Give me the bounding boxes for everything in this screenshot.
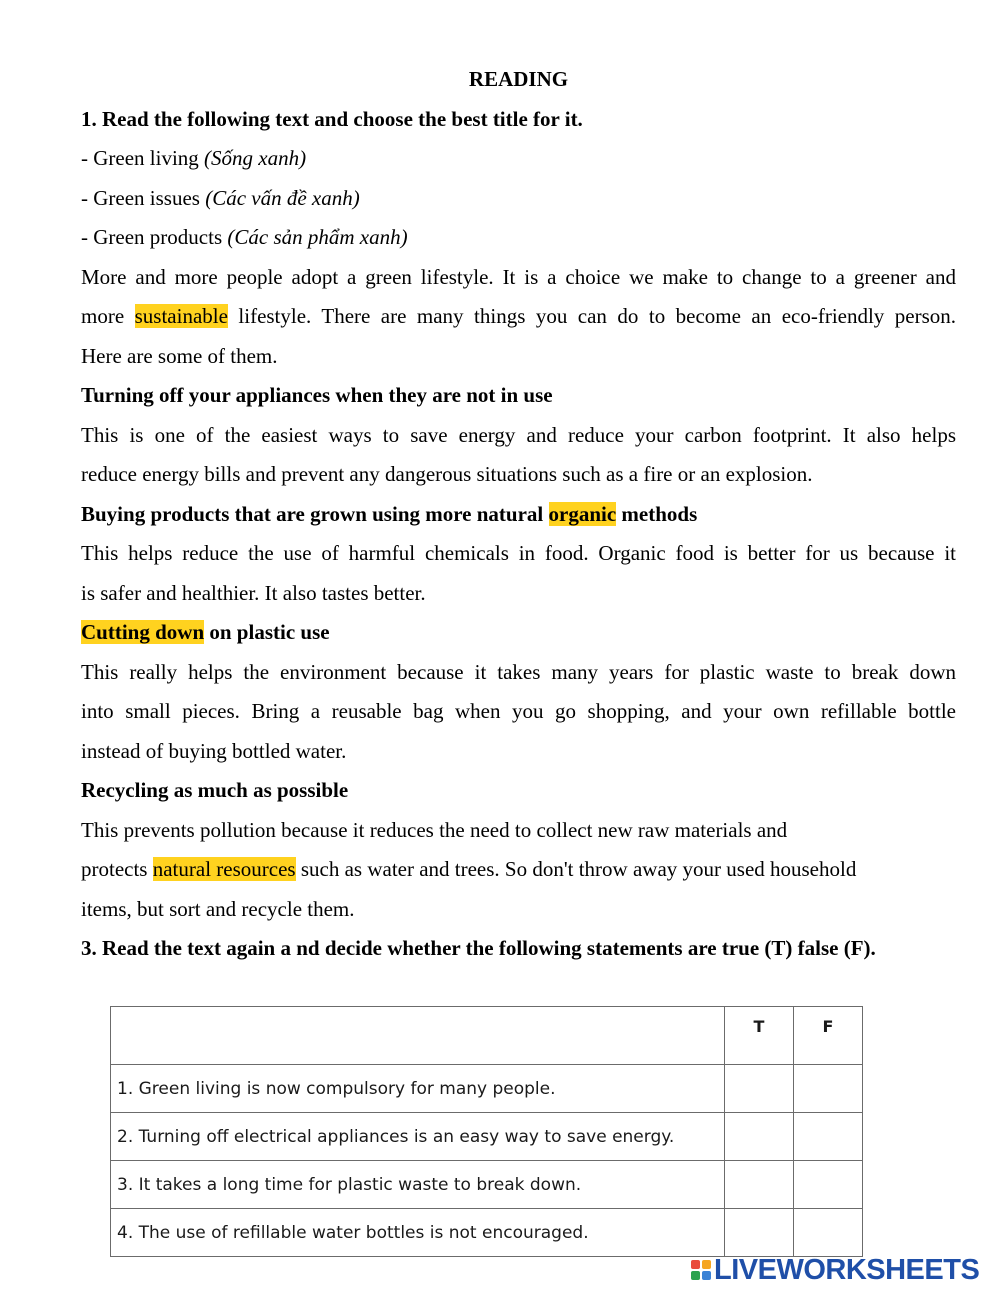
- title-option-1: [81, 139, 956, 179]
- statement-text: 2. Turning off electrical appliances is an easy way to save energy.: [111, 1113, 725, 1161]
- section-text-line: instead of buying bottled water.: [81, 738, 347, 763]
- section-text-line: This is one of the easiest ways to save energy and reduce your carbon footprint. It also helps: [81, 422, 956, 447]
- intro-line-1: More and more people adopt a green lifestyle. It is a choice we make to change to a greener and: [81, 264, 956, 289]
- task3-instruction: 3. Read the text again a nd decide whether the following statements are true (T) false (F).: [81, 936, 876, 960]
- logo-text: LIVEWORKSHEETS: [714, 1254, 980, 1286]
- answer-cell-false[interactable]: [794, 1161, 863, 1209]
- title-option-3: [81, 218, 956, 258]
- answer-cell-true[interactable]: [725, 1209, 794, 1257]
- section-heading-recycling: Recycling as much as possible: [81, 778, 349, 802]
- section-text-line: is safer and healthier. It also tastes better.: [81, 580, 426, 605]
- answer-cell-true[interactable]: [725, 1113, 794, 1161]
- section-heading-plastic: [81, 613, 956, 653]
- section-text-line: items, but sort and recycle them.: [81, 896, 355, 921]
- intro-line-2: [81, 297, 956, 337]
- section-text-line: into small pieces. Bring a reusable bag when you go shopping, and your own refillable bottle: [81, 699, 956, 723]
- section-text-line: This really helps the environment because it takes many years for plastic waste to break down: [81, 659, 956, 684]
- column-header-true: T: [725, 1007, 794, 1065]
- title-option-vi: (Các sản phẩm xanh): [227, 225, 408, 249]
- title-option-vi: (Sống xanh): [204, 146, 307, 170]
- mark-square: [691, 1271, 700, 1280]
- table-row: [111, 1209, 863, 1257]
- mark-square: [691, 1260, 700, 1269]
- column-header-false: F: [794, 1007, 863, 1065]
- true-false-table: [110, 1006, 863, 1257]
- section-text-line: This helps reduce the use of harmful chemicals in food. Organic food is better for us because it: [81, 541, 956, 565]
- page-title: READING: [468, 67, 569, 91]
- title-option-en: - Green products: [81, 225, 223, 249]
- highlighted-word[interactable]: sustainable: [134, 304, 228, 328]
- title-option-en: - Green issues: [81, 185, 200, 210]
- table-header-row: [111, 1007, 863, 1065]
- text-span: more: [81, 304, 125, 328]
- section-heading-appliances: Turning off your appliances when they are not in use: [81, 383, 553, 407]
- answer-cell-true[interactable]: [725, 1161, 794, 1209]
- section-text-line: reduce energy bills and prevent any dangerous situations such as a fire or an explosion.: [81, 462, 813, 486]
- table-header-blank: [111, 1007, 725, 1065]
- text-span: such as water and trees. So don't throw away your used household: [300, 857, 857, 881]
- title-option-vi: (Các vấn đề xanh): [205, 185, 360, 210]
- liveworksheets-mark-icon: [691, 1260, 711, 1280]
- text-span: on plastic use: [209, 620, 330, 644]
- title-option-2: [81, 179, 956, 219]
- liveworksheets-logo: [691, 1255, 979, 1285]
- highlighted-word[interactable]: natural resources: [152, 857, 296, 881]
- title-option-en: - Green living: [81, 146, 199, 170]
- answer-cell-false[interactable]: [794, 1113, 863, 1161]
- section-text-line: This prevents pollution because it reduces the need to collect new raw materials and: [81, 817, 788, 842]
- answer-cell-false[interactable]: [794, 1065, 863, 1113]
- worksheet-page: [81, 60, 956, 969]
- statement-text: 1. Green living is now compulsory for many people.: [111, 1065, 725, 1113]
- task1-instruction: 1. Read the following text and choose the best title for it.: [81, 106, 583, 131]
- intro-line-3: Here are some of them.: [81, 343, 278, 368]
- statement-text: 4. The use of refillable water bottles is not encouraged.: [111, 1209, 725, 1257]
- mark-square: [702, 1271, 711, 1280]
- highlighted-word[interactable]: organic: [548, 501, 617, 526]
- answer-cell-false[interactable]: [794, 1209, 863, 1257]
- section-text-line: [81, 850, 956, 890]
- text-span: protects: [81, 857, 148, 881]
- section-heading-organic: [81, 495, 956, 535]
- table-row: [111, 1113, 863, 1161]
- answer-cell-true[interactable]: [725, 1065, 794, 1113]
- text-span: Buying products that are grown using more natural: [81, 501, 544, 526]
- mark-square: [702, 1260, 711, 1269]
- highlighted-word[interactable]: Cutting down: [81, 620, 205, 644]
- statement-text: 3. It takes a long time for plastic waste to break down.: [111, 1161, 725, 1209]
- text-span: methods: [621, 501, 698, 526]
- table-row: [111, 1161, 863, 1209]
- table-row: [111, 1065, 863, 1113]
- text-span: lifestyle. There are many things you can do to become an eco-friendly person.: [238, 304, 957, 328]
